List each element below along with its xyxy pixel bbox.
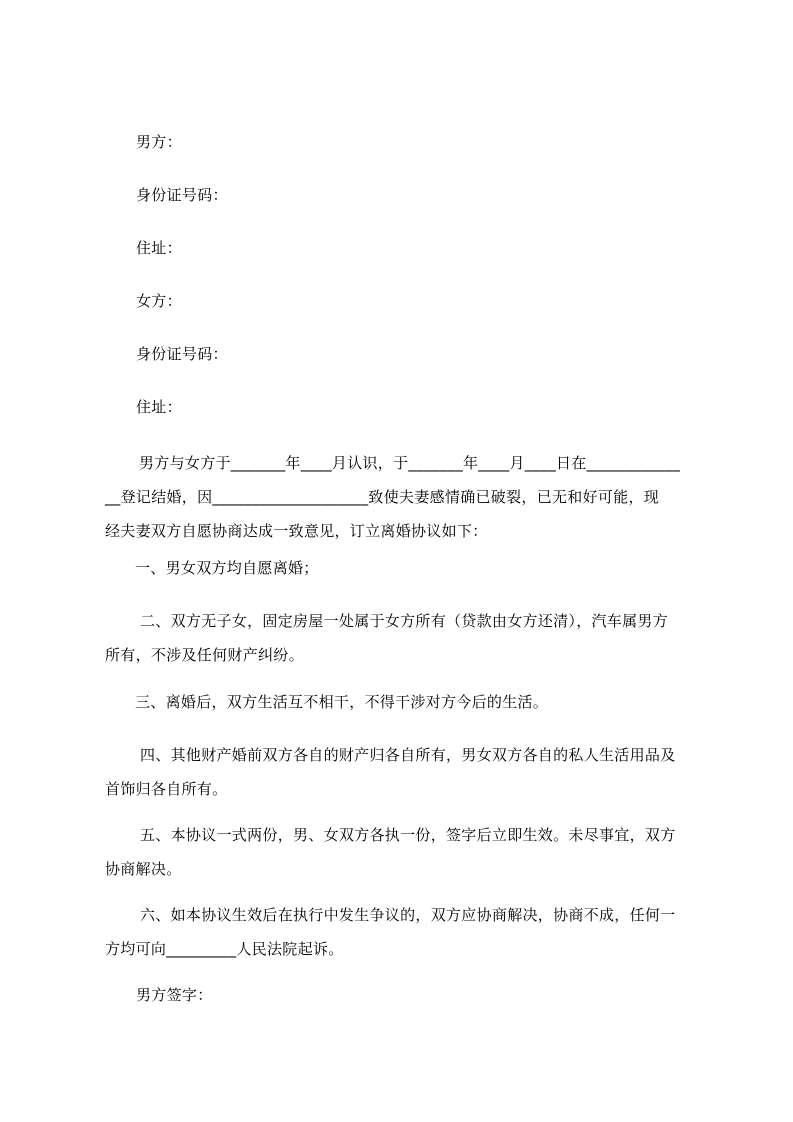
clause-3 — [105, 685, 705, 719]
female-address-label: 住址： — [136, 398, 182, 416]
clause-line: 六、如本协议生效后在执行中发生争议的，双方应协商解决，协商不成，任何一 — [140, 906, 676, 924]
clause-line: 四、其他财产婚前双方各自的财产归各自所有，男女双方各自的私人生活用品及 — [140, 746, 676, 764]
intro-line: 经夫妻双方自愿协商达成一致意见，订立离婚协议如下： — [105, 522, 488, 540]
male-address-label: 住址： — [136, 239, 182, 257]
female-party-label: 女方： — [136, 292, 182, 310]
clause-5 — [105, 818, 705, 886]
intro-line: __登记结婚，因____________________致使夫妻感情确已破裂，已无和好可能，现 — [105, 488, 660, 506]
clause-line: 五、本协议一式两份，男、女双方各执一份，签字后立即生效。未尽事宜，双方 — [140, 826, 676, 844]
male-party-label: 男方： — [136, 133, 182, 151]
clause-6 — [105, 898, 705, 966]
clause-line: 方均可向_________人民法院起诉。 — [105, 940, 344, 958]
male-signature-label: 男方签字： — [136, 986, 213, 1004]
clause-line: 一、男女双方均自愿离婚； — [135, 559, 319, 577]
clause-2 — [105, 604, 705, 672]
intro-line: 男方与女方于_______年____月认识，于_______年____月____日在____________ — [139, 454, 681, 472]
clause-line: 首饰归各自所有。 — [105, 780, 228, 798]
intro-paragraph — [105, 446, 705, 548]
clause-line: 三、离婚后，双方生活互不相干，不得干涉对方今后的生活。 — [135, 693, 549, 711]
clause-4 — [105, 738, 705, 806]
female-id-number-label: 身份证号码： — [136, 345, 228, 363]
clause-1 — [105, 551, 705, 585]
clause-line: 所有，不涉及任何财产纠纷。 — [105, 646, 304, 664]
clause-line: 二、双方无子女，固定房屋一处属于女方所有（贷款由女方还清），汽车属男方 — [140, 612, 669, 630]
male-id-number-label: 身份证号码： — [136, 186, 228, 204]
clause-line: 协商解决。 — [105, 860, 182, 878]
